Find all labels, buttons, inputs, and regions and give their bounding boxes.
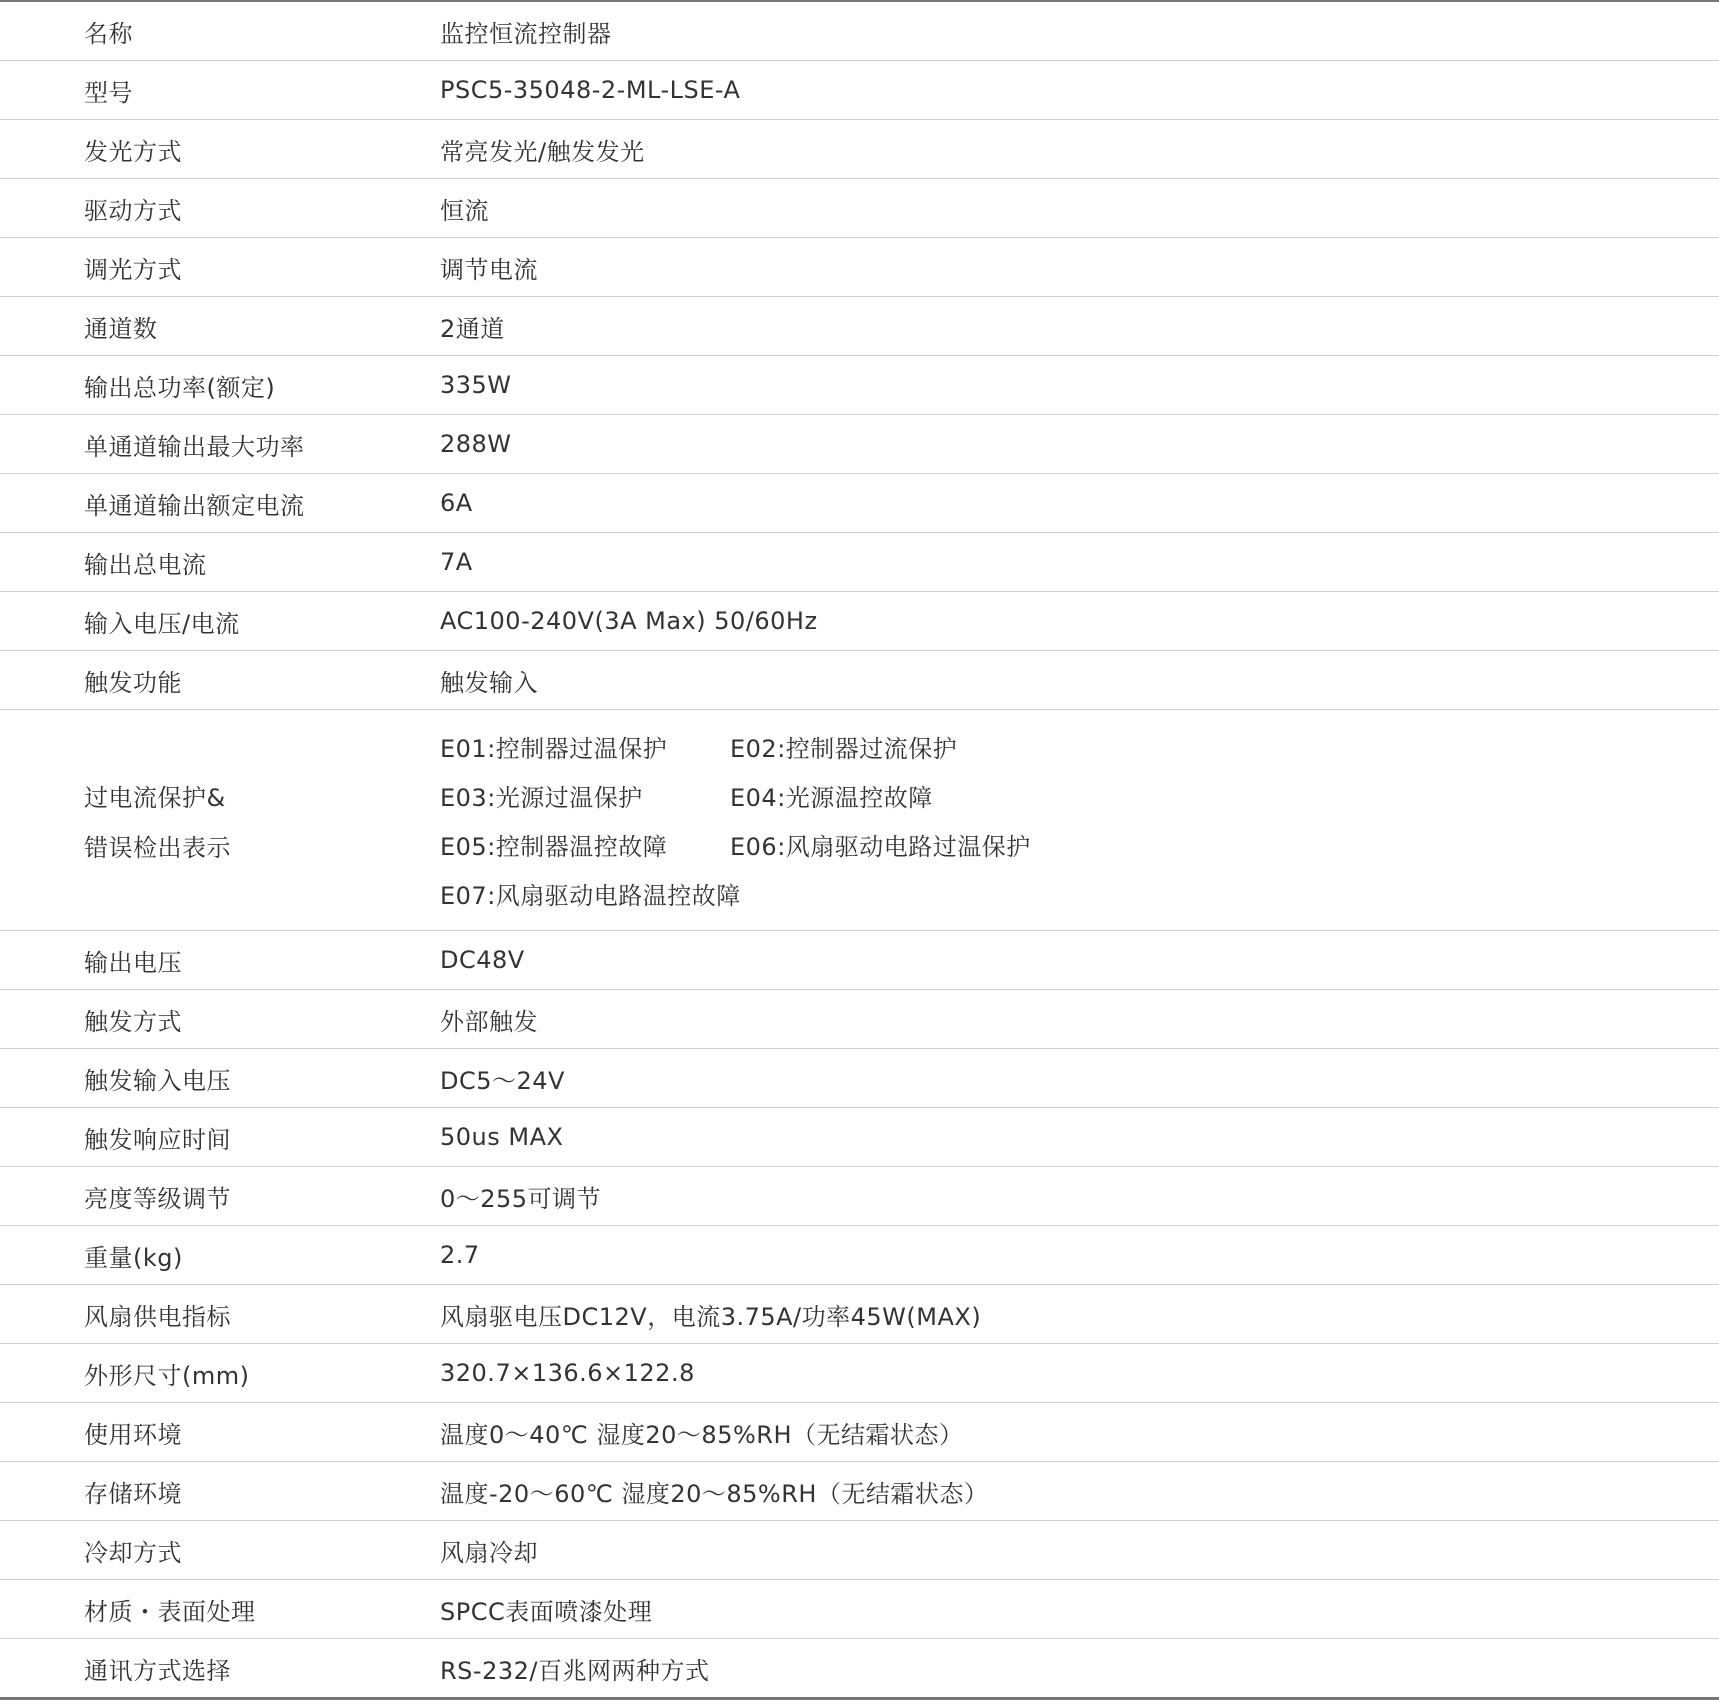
table-row-fan-power-spec (0, 1285, 1719, 1344)
row-label: 风扇供电指标 (84, 1302, 231, 1331)
row-value: 调节电流 (440, 255, 538, 284)
row-value: 恒流 (440, 196, 489, 225)
row-label: 输出电压 (84, 948, 182, 977)
table-row-trigger-response-time (0, 1108, 1719, 1167)
row-value: RS-232/百兆网两种方式 (440, 1657, 710, 1685)
table-row-material (0, 1580, 1719, 1639)
table-row-trigger-mode (0, 990, 1719, 1049)
table-row-dimensions (0, 1344, 1719, 1403)
row-value: 风扇冷却 (440, 1538, 538, 1567)
row-label: 通讯方式选择 (84, 1657, 231, 1685)
row-label: 亮度等级调节 (84, 1184, 231, 1213)
row-value: 监控恒流控制器 (440, 19, 612, 48)
row-value: 风扇驱电压DC12V，电流3.75A/功率45W(MAX) (440, 1302, 982, 1331)
table-row-protection (0, 710, 1719, 931)
error-code: E07:风扇驱动电路温控故障 (440, 882, 741, 910)
row-value: AC100-240V(3A Max) 50/60Hz (440, 607, 818, 635)
row-value: 320.7×136.6×122.8 (440, 1359, 695, 1387)
row-value: 288W (440, 430, 512, 458)
row-value: 0～255可调节 (440, 1184, 602, 1213)
table-row-channel-rated-current (0, 474, 1719, 533)
row-value: DC5～24V (440, 1066, 565, 1095)
row-label: 重量(kg) (84, 1243, 183, 1272)
row-value: 外部触发 (440, 1007, 538, 1036)
table-row-input-voltage (0, 592, 1719, 651)
table-row-cooling (0, 1521, 1719, 1580)
table-row-weight (0, 1226, 1719, 1285)
row-value: 触发输入 (440, 668, 538, 697)
row-label: 单通道输出最大功率 (84, 432, 305, 461)
protection-label-line1: 过电流保护& (84, 783, 226, 812)
row-label: 触发方式 (84, 1007, 182, 1036)
error-code: E04:光源温控故障 (730, 784, 933, 812)
row-value: 7A (440, 548, 473, 576)
table-row-channels (0, 297, 1719, 356)
row-label: 触发响应时间 (84, 1125, 231, 1154)
row-value: 温度-20～60℃ 湿度20～85%RH（无结霜状态） (440, 1479, 989, 1508)
table-row-operating-environment (0, 1403, 1719, 1462)
row-value: 335W (440, 371, 512, 399)
table-row-trigger-function (0, 651, 1719, 710)
row-label: 输出总电流 (84, 550, 207, 579)
row-label: 通道数 (84, 314, 158, 343)
table-row-total-power (0, 356, 1719, 415)
table-row-model (0, 61, 1719, 120)
row-label: 驱动方式 (84, 196, 182, 225)
table-row-name (0, 2, 1719, 61)
row-value: 50us MAX (440, 1123, 564, 1151)
error-code: E05:控制器温控故障 (440, 833, 668, 861)
row-label: 使用环境 (84, 1420, 182, 1449)
row-label: 存储环境 (84, 1479, 182, 1508)
row-value: 2.7 (440, 1241, 480, 1269)
row-label: 名称 (84, 19, 133, 48)
row-label: 触发输入电压 (84, 1066, 231, 1095)
row-label: 发光方式 (84, 137, 182, 166)
row-value: 6A (440, 489, 473, 517)
row-label: 型号 (84, 78, 133, 107)
table-row-dimming-mode (0, 238, 1719, 297)
error-codes (440, 710, 1699, 930)
row-value: SPCC表面喷漆处理 (440, 1597, 653, 1626)
row-label: 冷却方式 (84, 1538, 182, 1567)
row-value: PSC5-35048-2-ML-LSE-A (440, 76, 741, 104)
table-row-output-voltage (0, 931, 1719, 990)
table-row-storage-environment (0, 1462, 1719, 1521)
table-row-trigger-input-voltage (0, 1049, 1719, 1108)
row-label: 输入电压/电流 (84, 609, 240, 638)
error-code-grid (440, 729, 1031, 911)
table-row-channel-max-power (0, 415, 1719, 474)
table-row-communication (0, 1639, 1719, 1698)
table-row-total-current (0, 533, 1719, 592)
row-value: 2通道 (440, 314, 505, 343)
row-label: 触发功能 (84, 668, 182, 697)
table-row-drive-mode (0, 179, 1719, 238)
row-value: 常亮发光/触发发光 (440, 137, 645, 166)
row-value: 温度0～40℃ 湿度20～85%RH（无结霜状态） (440, 1420, 964, 1449)
protection-label-line2: 错误检出表示 (84, 833, 231, 862)
row-label: 调光方式 (84, 255, 182, 284)
row-label: 单通道输出额定电流 (84, 491, 305, 520)
table-row-brightness-levels (0, 1167, 1719, 1226)
error-code: E01:控制器过温保护 (440, 735, 668, 763)
row-label: 外形尺寸(mm) (84, 1361, 250, 1390)
row-value: DC48V (440, 946, 525, 974)
row-label: 输出总功率(额定) (84, 373, 276, 402)
error-code: E03:光源过温保护 (440, 784, 643, 812)
error-code: E06:风扇驱动电路过温保护 (730, 833, 1031, 861)
protection-label (84, 710, 424, 930)
row-label: 材质・表面处理 (84, 1597, 256, 1626)
error-code: E02:控制器过流保护 (730, 735, 958, 763)
table-row-lighting-mode (0, 120, 1719, 179)
